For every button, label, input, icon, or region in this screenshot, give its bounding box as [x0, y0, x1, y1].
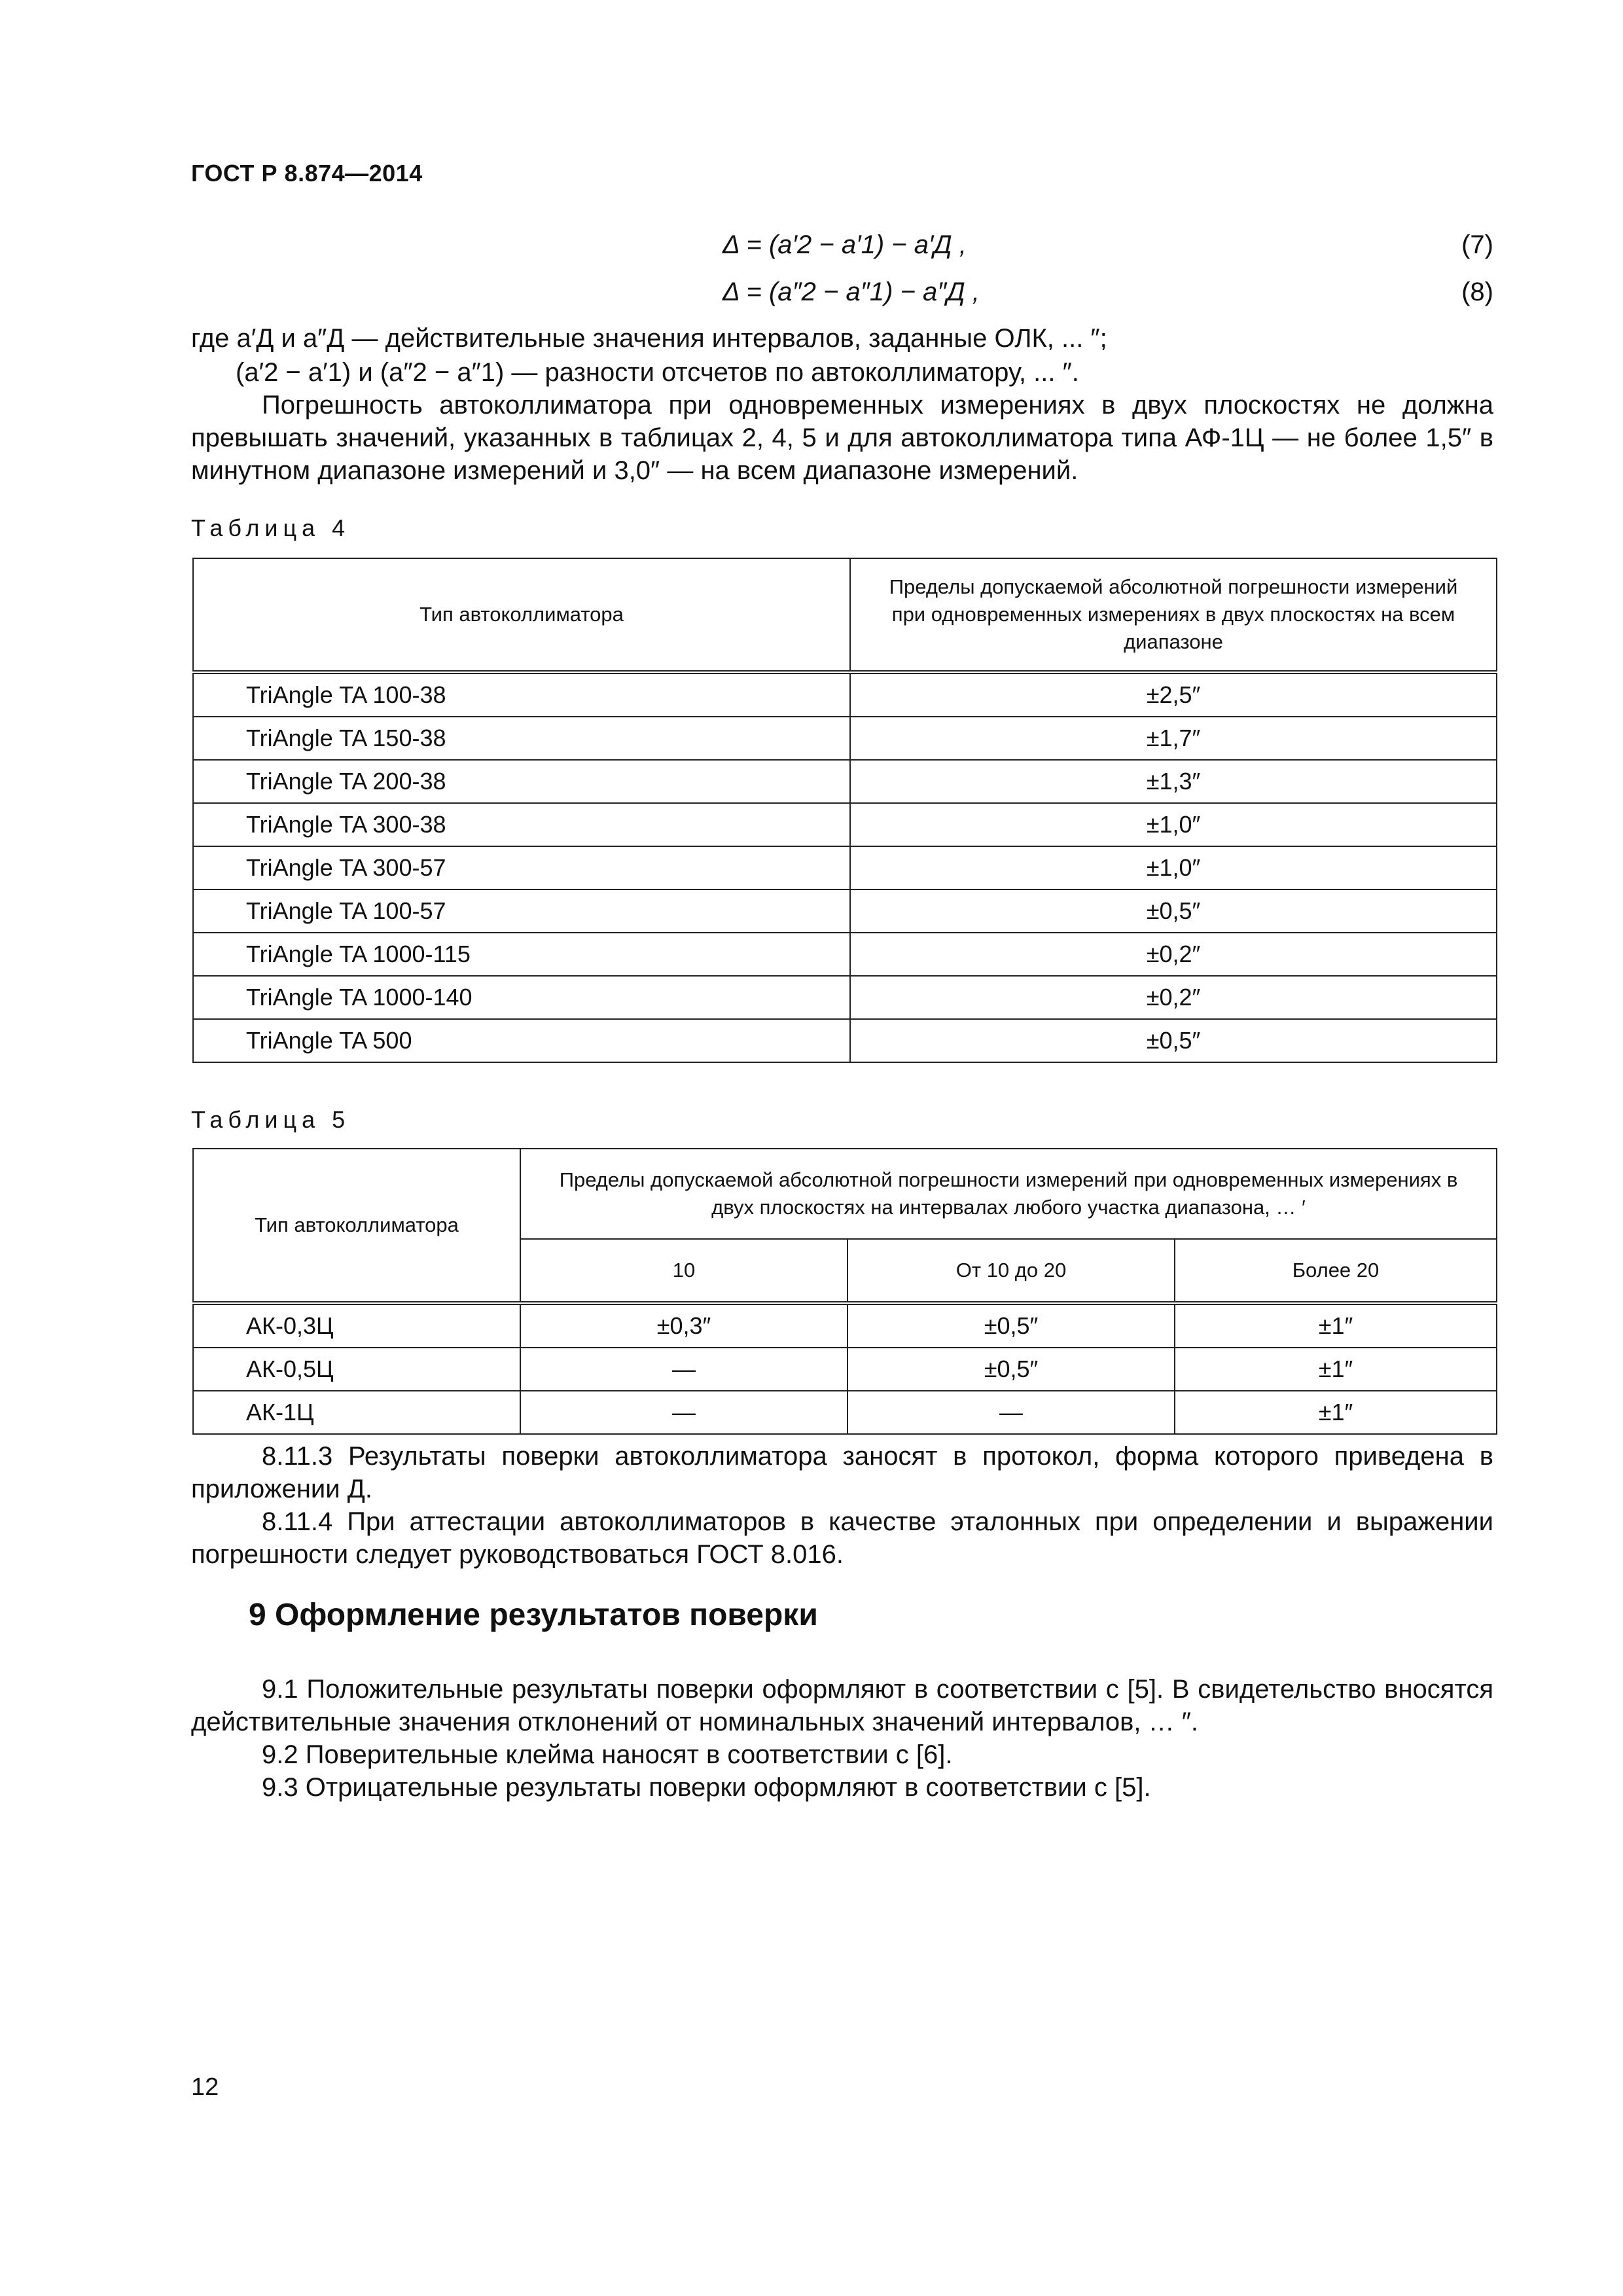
table5-cell-type: АК-0,5Ц: [193, 1348, 520, 1391]
table4-cell-value: ±1,0″: [850, 846, 1497, 889]
table4-cell-value: ±0,5″: [850, 889, 1497, 933]
table4-cell-type: TriAngle TA 100-38: [193, 672, 850, 717]
table4-cell-value: ±0,2″: [850, 933, 1497, 976]
table-row: [193, 803, 1497, 846]
table5-cell-value: ±0,5″: [847, 1348, 1175, 1391]
paragraph-9-2: 9.2 Поверительные клейма наносят в соответствии с [6].: [262, 1740, 953, 1769]
table4-cell-value: ±0,5″: [850, 1019, 1497, 1062]
paragraph-8-11-4: 8.11.4 При аттестации автоколлиматоров в качестве эталонных при определении и выражении погрешности следует руководствоваться ГОСТ 8.016.: [191, 1507, 1493, 1569]
table5-cell-type: АК-1Ц: [193, 1391, 520, 1434]
table4-cell-type: TriAngle TA 1000-140: [193, 976, 850, 1019]
table4-header-type: Тип автоколлиматора: [193, 558, 850, 672]
table5-cell-value: ±0,3″: [520, 1303, 847, 1348]
table-row: [193, 1348, 1497, 1391]
table5-header-type: Тип автоколлиматора: [193, 1149, 520, 1303]
table-row: [193, 846, 1497, 889]
table4-cell-type: TriAngle TA 500: [193, 1019, 850, 1062]
table-row: [193, 672, 1497, 717]
table5-cell-type: АК-0,3Ц: [193, 1303, 520, 1348]
paragraph-8-11-3: 8.11.3 Результаты поверки автоколлиматора заносят в протокол, форма которого приведена в приложении Д.: [191, 1442, 1493, 1503]
table4-cell-type: TriAngle TA 200-38: [193, 760, 850, 803]
table-5: [192, 1148, 1497, 1435]
table-row: [193, 1391, 1497, 1434]
paragraph-9-3: 9.3 Отрицательные результаты поверки оформляют в соответствии с [5].: [262, 1773, 1151, 1802]
definition-line-2: (a′2 − a′1) и (a″2 − a″1) — разности отсчетов по автоколлиматору, ... ″.: [236, 358, 1079, 387]
table4-cell-type: TriAngle TA 300-38: [193, 803, 850, 846]
table-row: [193, 933, 1497, 976]
table4-cell-type: TriAngle TA 150-38: [193, 717, 850, 760]
formula-8: Δ = (a″2 − a″1) − a″Д ,: [722, 278, 980, 306]
table4-cell-value: ±1,0″: [850, 803, 1497, 846]
table5-subheader-10: 10: [520, 1239, 847, 1303]
table5-cell-value: —: [847, 1391, 1175, 1434]
table-row: [193, 760, 1497, 803]
paragraph-9-1: 9.1 Положительные результаты поверки оформляют в соответствии с [5]. В свидетельство вносятся действительные значения отклонений от номинальных значений интервалов, … ″.: [191, 1675, 1493, 1736]
table4-cell-type: TriAngle TA 300-57: [193, 846, 850, 889]
document-header: ГОСТ Р 8.874—2014: [191, 160, 423, 187]
table5-cell-value: ±1″: [1175, 1348, 1497, 1391]
table5-cell-value: —: [520, 1391, 847, 1434]
table4-cell-value: ±1,3″: [850, 760, 1497, 803]
section-9-title: 9 Оформление результатов поверки: [249, 1598, 818, 1632]
table5-cell-value: ±1″: [1175, 1391, 1497, 1434]
table4-header-limits: Пределы допускаемой абсолютной погрешности измерений при одновременных измерениях в двух плоскостях на всем диапазоне: [850, 558, 1497, 672]
formula-7-number: (7): [1461, 230, 1493, 259]
table-4: [192, 558, 1497, 1063]
table-row: [193, 889, 1497, 933]
table-row: [193, 717, 1497, 760]
table4-cell-type: TriAngle TA 100-57: [193, 889, 850, 933]
table4-cell-type: TriAngle TA 1000-115: [193, 933, 850, 976]
table4-cell-value: ±1,7″: [850, 717, 1497, 760]
table4-caption: Таблица 4: [191, 514, 351, 541]
table5-cell-value: ±1″: [1175, 1303, 1497, 1348]
table5-subheader-over-20: Более 20: [1175, 1239, 1497, 1303]
table5-header-group: Пределы допускаемой абсолютной погрешности измерений при одновременных измерениях в двух плоскостях на интервалах любого участка диапазона, … ′: [520, 1149, 1497, 1239]
table4-cell-value: ±0,2″: [850, 976, 1497, 1019]
table5-subheader-10-20: От 10 до 20: [847, 1239, 1175, 1303]
formula-8-number: (8): [1461, 278, 1493, 306]
formula-7: Δ = (a′2 − a′1) − a′Д ,: [722, 230, 967, 259]
table-row: [193, 1303, 1497, 1348]
definition-line-1: где a′Д и a″Д — действительные значения интервалов, заданные ОЛК, ... ″;: [191, 324, 1107, 353]
paragraph-error-limits: Погрешность автоколлиматора при одновременных измерениях в двух плоскостях не должна превышать значений, указанных в таблицах 2, 4, 5 и для автоколлиматора типа АФ-1Ц — не более 1,5″ в минутном диапазоне измерений и 3,0″ — на всем диапазоне измерений.: [191, 391, 1493, 485]
table4-cell-value: ±2,5″: [850, 672, 1497, 717]
table5-cell-value: —: [520, 1348, 847, 1391]
table5-cell-value: ±0,5″: [847, 1303, 1175, 1348]
table5-caption: Таблица 5: [191, 1106, 351, 1133]
table-row: [193, 976, 1497, 1019]
table-row: [193, 1019, 1497, 1062]
page-number: 12: [191, 2073, 219, 2101]
